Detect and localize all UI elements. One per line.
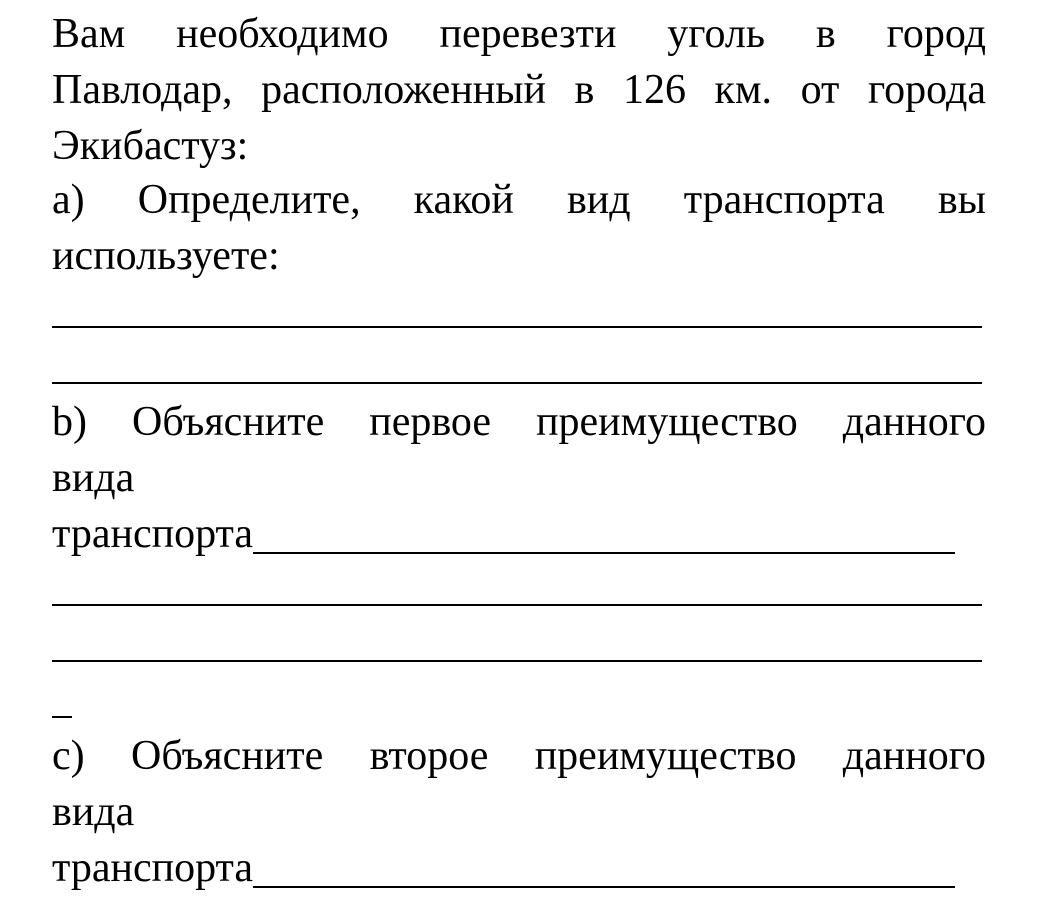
word: преимущество bbox=[536, 399, 798, 445]
answer-b-line-stub bbox=[52, 716, 72, 718]
question-c-line-1 bbox=[52, 728, 986, 784]
word: города bbox=[868, 67, 986, 113]
answer-c-inline-line[interactable] bbox=[253, 886, 955, 888]
intro-line-2 bbox=[52, 62, 986, 118]
word: Объясните bbox=[131, 399, 325, 445]
word: перевезти bbox=[439, 11, 617, 57]
answer-a-line-2[interactable] bbox=[52, 382, 982, 384]
word: вы bbox=[937, 177, 986, 223]
word: Объясните bbox=[130, 733, 324, 779]
question-b-line-1 bbox=[52, 394, 986, 450]
question-a-line-2: используете: bbox=[52, 233, 280, 279]
word: в bbox=[815, 11, 836, 57]
question-a-line-1 bbox=[52, 172, 986, 228]
question-b-marker: b) bbox=[52, 399, 87, 445]
answer-a-line-1[interactable] bbox=[52, 326, 982, 328]
word: первое bbox=[369, 399, 492, 445]
word: уголь bbox=[667, 11, 766, 57]
word: город bbox=[886, 11, 986, 57]
intro-line-1 bbox=[52, 6, 986, 62]
word: вид bbox=[566, 177, 631, 223]
question-b-line-2: вида bbox=[52, 455, 135, 501]
answer-b-inline-line[interactable] bbox=[253, 552, 955, 554]
word: км. bbox=[714, 67, 773, 113]
word: от bbox=[800, 67, 840, 113]
worksheet-page bbox=[52, 0, 986, 923]
question-c-marker: c) bbox=[52, 733, 85, 779]
word: в bbox=[574, 67, 595, 113]
word: Определите, bbox=[137, 177, 361, 223]
question-b-line-3 bbox=[52, 506, 986, 562]
answer-b-line-2[interactable] bbox=[52, 660, 982, 662]
word: данного bbox=[842, 733, 986, 779]
word: второе bbox=[369, 733, 489, 779]
question-a-marker: а) bbox=[52, 177, 85, 223]
word: 126 bbox=[622, 67, 686, 113]
answer-b-line-1[interactable] bbox=[52, 604, 982, 606]
question-c-line-2: вида bbox=[52, 789, 135, 835]
word: Павлодар, bbox=[52, 67, 233, 113]
question-c-line-3 bbox=[52, 840, 986, 896]
word: расположенный bbox=[261, 67, 546, 113]
word: транспорта bbox=[52, 511, 254, 557]
word: преимущество bbox=[534, 733, 797, 779]
word: необходимо bbox=[176, 11, 389, 57]
word: какой bbox=[413, 177, 514, 223]
word: данного bbox=[842, 399, 986, 445]
word: Вам bbox=[52, 11, 126, 57]
word: транспорта bbox=[52, 845, 254, 891]
intro-line-3: Экибастуз: bbox=[52, 123, 249, 169]
word: транспорта bbox=[683, 177, 885, 223]
